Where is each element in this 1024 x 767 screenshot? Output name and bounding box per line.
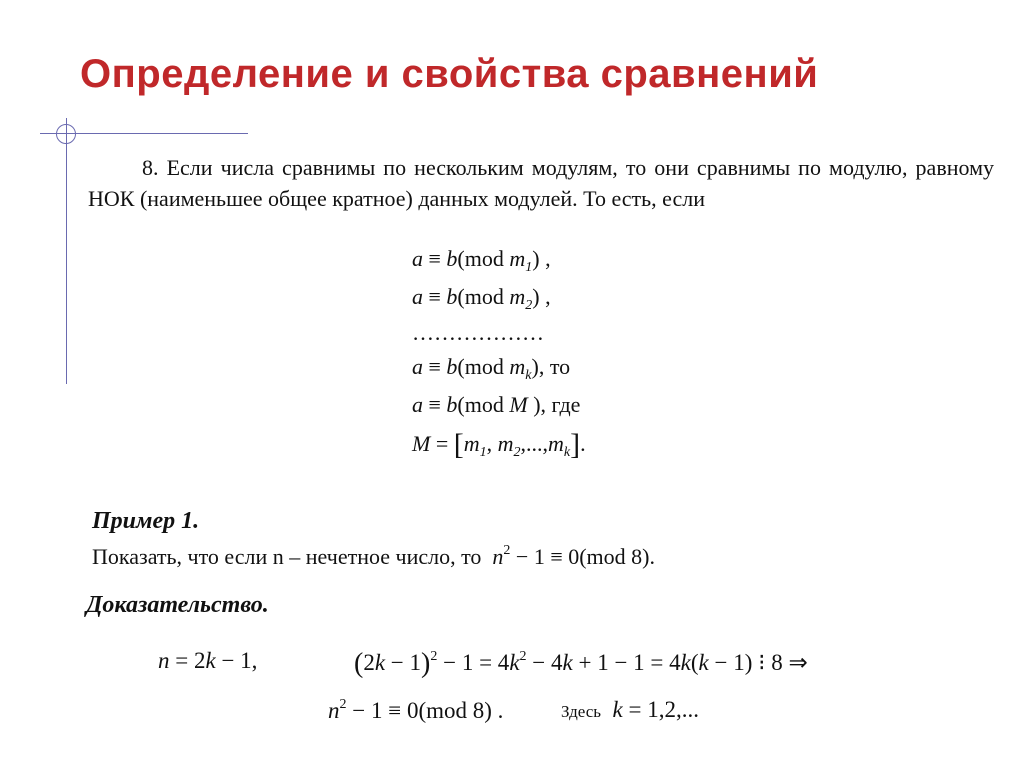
formula-line-1: a ≡ b(mod $m_1$) , — [412, 246, 551, 275]
formula-line-5: a ≡ b(mod M ), где — [412, 392, 581, 417]
formula-4-tail: , то — [538, 354, 571, 379]
decorative-circle-icon — [56, 124, 76, 144]
example-heading: Пример 1. — [92, 508, 200, 534]
formula-5-tail: , где — [540, 392, 581, 417]
property-text: 8. Если числа сравнимы по нескольким модулям, то они сравнимы по модулю, равному НОК (наименьшее общее кратное) данных модулей. То есть, если — [88, 155, 994, 211]
formula-dots: ……………… — [412, 320, 544, 345]
formula-line-6: $M = [m_1$, $m_2,...,m_k$]. — [412, 428, 586, 461]
proof-conclusion: $n^2 - 1 \equiv 0(mod$ 8) . — [328, 697, 504, 723]
slide-title: Определение и свойства сравнений — [80, 52, 819, 96]
proof-k-values: Здесь k = 1,2,... — [561, 697, 699, 722]
proof-heading: Доказательство. — [86, 592, 269, 618]
here-label: Здесь — [561, 702, 602, 721]
formula-line-4: a ≡ b(mod $m_k$), то — [412, 354, 571, 383]
formula-2-tail: , — [545, 284, 551, 309]
formula-line-2: a ≡ b(mod $m_2$) , — [412, 284, 551, 313]
proof-expansion: $(2k - 1)^2 - 1 = 4k^2 - 4k + 1 - 1 = 4k(k - 1)$ ⁝ 8 ⇒ — [354, 648, 808, 679]
proof-n-definition: n = 2k − 1, — [158, 648, 258, 673]
formula-6-tail: . — [580, 431, 586, 456]
example-statement: Показать, что если n – нечетное число, то $n^2 - 1 \equiv 0(mod$ 8). — [92, 543, 655, 569]
decorative-vertical-line — [66, 118, 67, 384]
formula-1-tail: , — [545, 246, 551, 271]
example-text: Показать, что если n – нечетное число, то — [92, 544, 482, 569]
property-paragraph — [88, 152, 994, 214]
